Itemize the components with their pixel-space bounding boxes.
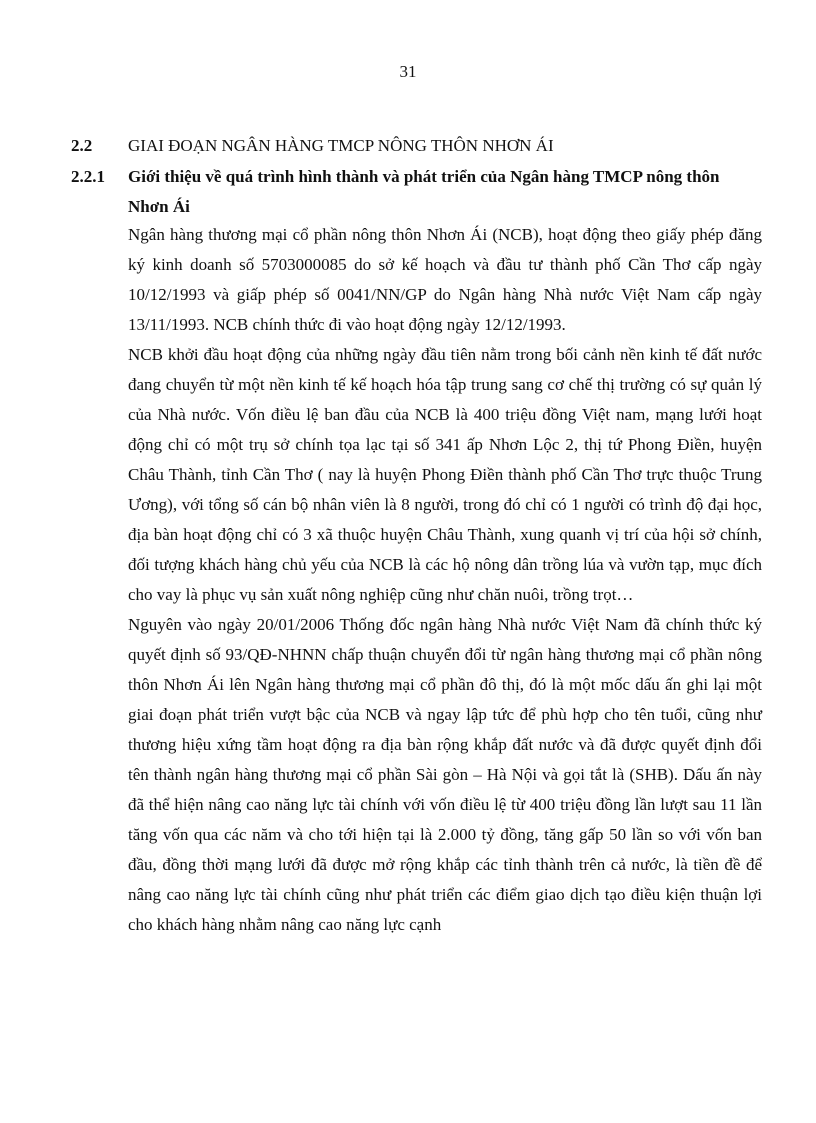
section-number: 2.2 [71,136,93,155]
paragraph: Ngân hàng thương mại cổ phần nông thôn Nhơn Ái (NCB), hoạt động theo giấy phép đăng ký kinh doanh số 5703000085 do sở kế hoạch và đầu tư thành phố Cần Thơ cấp ngày 10/12/1993 và giấp phép số 0041/NN/GP do Ngân hàng Nhà nước Việt Nam cấp ngày 13/11/1993. NCB chính thức đi vào hoạt động ngày 12/12/1993. [128,225,762,334]
paragraph: NCB khởi đầu hoạt động của những ngày đầu tiên nằm trong bối cảnh nền kinh tế đất nước đang chuyển từ một nền kinh tế kế hoạch hóa tập trung sang cơ chế thị trường có sự quản lý của Nhà nước. Vốn điều lệ ban đầu của NCB là 400 triệu đồng Việt nam, mạng lưới hoạt động chỉ có một trụ sở chính tọa lạc tại số 341 ấp Nhơn Lộc 2, thị tứ Phong Điền, huyện Châu Thành, tỉnh Cần Thơ ( nay là huyện Phong Điền thành phố Cần Thơ trực thuộc Trung Ương), với tổng số cán bộ nhân viên là 8 người, trong đó chỉ có 1 người có trình độ đại học, địa bàn hoạt động chỉ có 3 xã thuộc huyện Châu Thành, xung quanh vị trí của hội sở chính, đối tượng khách hàng chủ yếu của NCB là các hộ nông dân trồng lúa và vườn tạp, mục đích cho vay là phục vụ sản xuất nông nghiệp cũng như chăn nuôi, trồng trọt… [128,345,762,604]
paragraph: Nguyên vào ngày 20/01/2006 Thống đốc ngân hàng Nhà nước Việt Nam đã chính thức ký quyết định số 93/QĐ-NHNN chấp thuận chuyển đổi từ ngân hàng thương mại cổ phần nông thôn Nhơn Ái lên Ngân hàng thương mại cổ phần đô thị, đó là một mốc dấu ấn ghi lại một giai đoạn phát triển vượt bậc của NCB và ngay lập tức để phù hợp cho tên tuổi, cũng như thương hiệu xứng tầm hoạt động ra địa bàn rộng khắp đất nước và đã được quyết định đổi tên thành ngân hàng thương mại cổ phần Sài gòn – Hà Nội và gọi tắt là (SHB). Dấu ấn này đã thể hiện nâng cao năng lực tài chính với vốn điều lệ từ 400 triệu đồng lần lượt sau 11 lần tăng vốn qua các năm và cho tới hiện tại là 2.000 tỷ đồng, tăng gấp 50 lần so với vốn ban đầu, đồng thời mạng lưới đã được mở rộng khắp các tỉnh thành trên cả nước, là tiền đề để nâng cao năng lực tài chính cũng như phát triển các điểm giao dịch tạo điều kiện thuận lợi cho khách hàng nhằm nâng cao năng lực cạnh [128,615,762,934]
subsection-number: 2.2.1 [71,167,105,186]
section-title: GIAI ĐOẠN NGÂN HÀNG TMCP NÔNG THÔN NHƠN ÁI [128,136,554,155]
subsection-heading [71,162,761,222]
section-heading [71,131,761,161]
page-number: 31 [399,62,417,81]
subsection-title: Giới thiệu về quá trình hình thành và phát triển của Ngân hàng TMCP nông thôn Nhơn Ái [128,167,720,216]
body-text [128,220,762,940]
